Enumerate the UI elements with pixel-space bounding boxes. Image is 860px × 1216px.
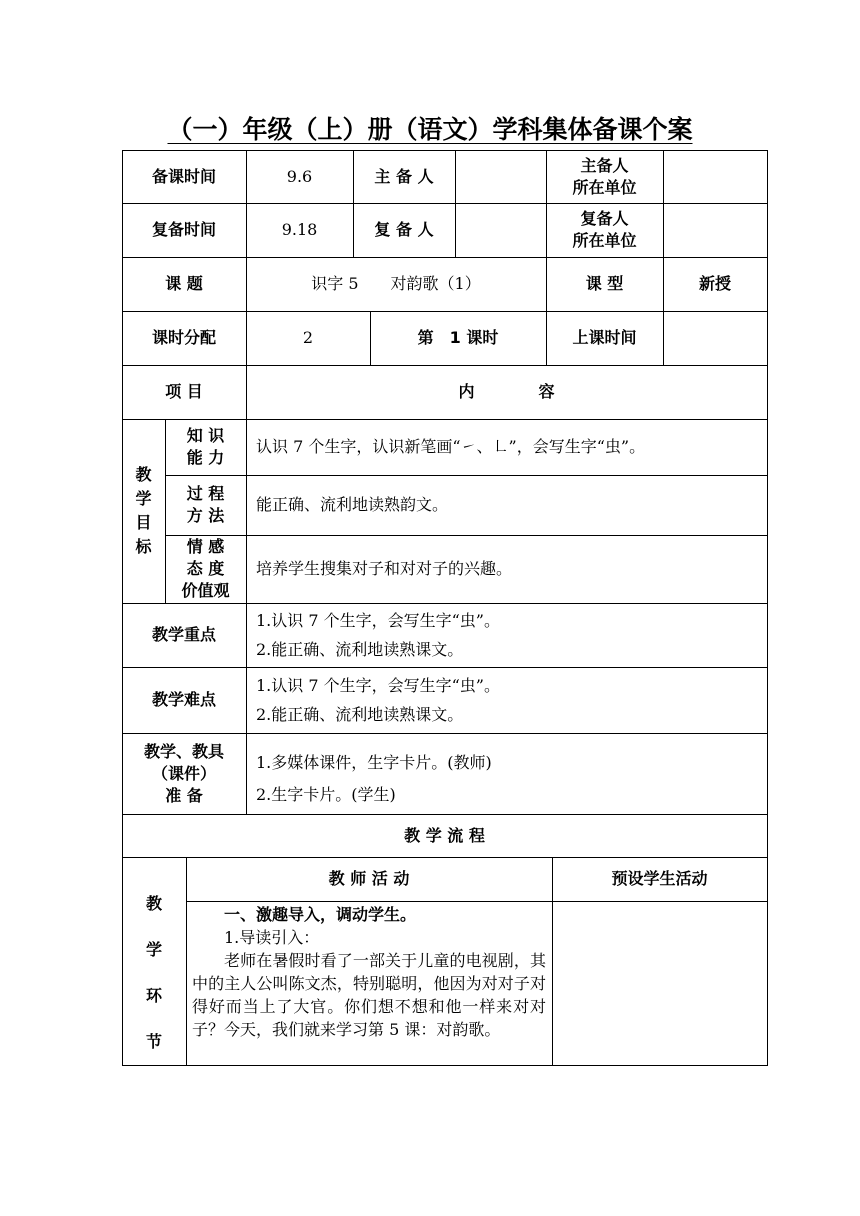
header-teacher-activity: 教 师 活 动 <box>328 869 410 888</box>
label-emotion <box>165 535 246 603</box>
label-class-time: 上课时间 <box>572 328 637 347</box>
list-item: 2.生字卡片。(学生) <box>256 785 396 804</box>
label-process-method <box>165 475 246 535</box>
label-reviewer-unit-line2: 所在单位 <box>572 231 637 250</box>
label-emotion-line3: 价值观 <box>181 581 230 600</box>
label-lead-unit <box>546 150 663 203</box>
document-title: （一）年级（上）册（语文）学科集体备课个案 <box>167 115 693 144</box>
label-materials-line1: 教学、教具 <box>143 741 224 761</box>
value-prep-time: 9.6 <box>286 166 313 186</box>
steps-label-char: 学 <box>145 940 162 959</box>
value-lesson-number: 第 1 课时 <box>417 328 499 347</box>
steps-label-char: 节 <box>145 1032 162 1051</box>
label-process-method-line2: 方 法 <box>186 506 225 525</box>
header-student-activity: 预设学生活动 <box>611 869 708 888</box>
label-materials-line3: 准 备 <box>165 785 203 805</box>
teacher-activity-content <box>192 903 546 1041</box>
label-review-time: 复备时间 <box>151 220 216 239</box>
label-reviewer: 复 备 人 <box>374 220 434 239</box>
goal-emotion-text: 培养学生搜集对子和对对子的兴趣。 <box>256 559 513 578</box>
value-reviewer[interactable] <box>455 203 546 257</box>
label-topic: 课 题 <box>165 274 203 293</box>
value-topic: 识字 5 对韵歌（1） <box>311 274 481 293</box>
difficulties-list <box>246 667 767 733</box>
steps-label-char: 教 <box>145 894 162 913</box>
label-lead-unit-line2: 所在单位 <box>572 177 637 197</box>
label-teaching-steps <box>122 857 186 1065</box>
label-content: 内 容 <box>458 382 555 401</box>
goals-label-char: 目 <box>135 513 152 532</box>
value-lead-preparer[interactable] <box>455 150 546 203</box>
label-hours: 课时分配 <box>151 328 216 347</box>
step-heading: 一、激趣导入，调动学生。 <box>224 905 417 924</box>
label-reviewer-unit-line1: 复备人 <box>580 209 629 228</box>
list-item: 1.多媒体课件，生字卡片。(教师) <box>256 753 492 772</box>
value-lead-unit[interactable] <box>663 150 767 203</box>
goal-process-text: 能正确、流利地读熟韵文。 <box>256 495 449 514</box>
label-process-method-line1: 过 程 <box>186 484 225 503</box>
label-emotion-line2: 态 度 <box>186 559 225 578</box>
label-lesson-type: 课 型 <box>585 274 624 293</box>
materials-list <box>246 733 767 814</box>
step-subheading: 1.导读引入： <box>224 928 320 947</box>
label-key-points: 教学重点 <box>151 625 216 644</box>
label-lead-unit-line1: 主备人 <box>580 155 629 175</box>
label-reviewer-unit <box>546 203 663 257</box>
goal-knowledge-text: 认识 7 个生字，认识新笔画“㇀、㇗”，会写生字“虫”。 <box>256 437 646 456</box>
list-item: 1.认识 7 个生字，会写生字“虫”。 <box>256 676 500 695</box>
label-prep-time: 备课时间 <box>151 166 216 186</box>
process-title: 教 学 流 程 <box>404 825 485 845</box>
value-reviewer-unit[interactable] <box>663 203 767 257</box>
label-materials <box>122 733 246 814</box>
list-item: 1.认识 7 个生字，会写生字“虫”。 <box>256 611 500 630</box>
label-difficulties: 教学难点 <box>151 690 216 709</box>
student-activity-content[interactable] <box>558 903 762 1063</box>
list-item: 2.能正确、流利地读熟课文。 <box>256 705 464 724</box>
value-lesson-type: 新授 <box>698 274 731 293</box>
label-lead-preparer: 主 备 人 <box>374 166 434 186</box>
key-points-list <box>246 603 767 667</box>
label-teaching-goals <box>122 419 165 603</box>
value-hours: 2 <box>302 328 314 347</box>
goals-label-char: 学 <box>135 489 152 508</box>
label-materials-line2: （课件） <box>151 763 216 783</box>
label-knowledge-line1: 知 识 <box>186 426 225 445</box>
step-paragraph: 老师在暑假时看了一部关于儿童的电视剧，其中的主人公叫陈文杰，特别聪明，他因为对对子对得好而当上了大官。你们想不想和他一样来对对子？今天，我们就来学习第 5 课：对韵歌。 <box>192 951 546 1039</box>
goals-label-char: 教 <box>135 465 152 484</box>
label-knowledge <box>165 419 246 475</box>
label-knowledge-line2: 能 力 <box>186 448 225 467</box>
list-item: 2.能正确、流利地读熟课文。 <box>256 640 464 659</box>
label-item: 项 目 <box>165 382 203 401</box>
goals-label-char: 标 <box>135 537 152 556</box>
value-review-time: 9.18 <box>281 220 318 239</box>
label-emotion-line1: 情 感 <box>186 537 225 556</box>
value-class-time[interactable] <box>663 311 767 365</box>
steps-label-char: 环 <box>145 986 162 1005</box>
